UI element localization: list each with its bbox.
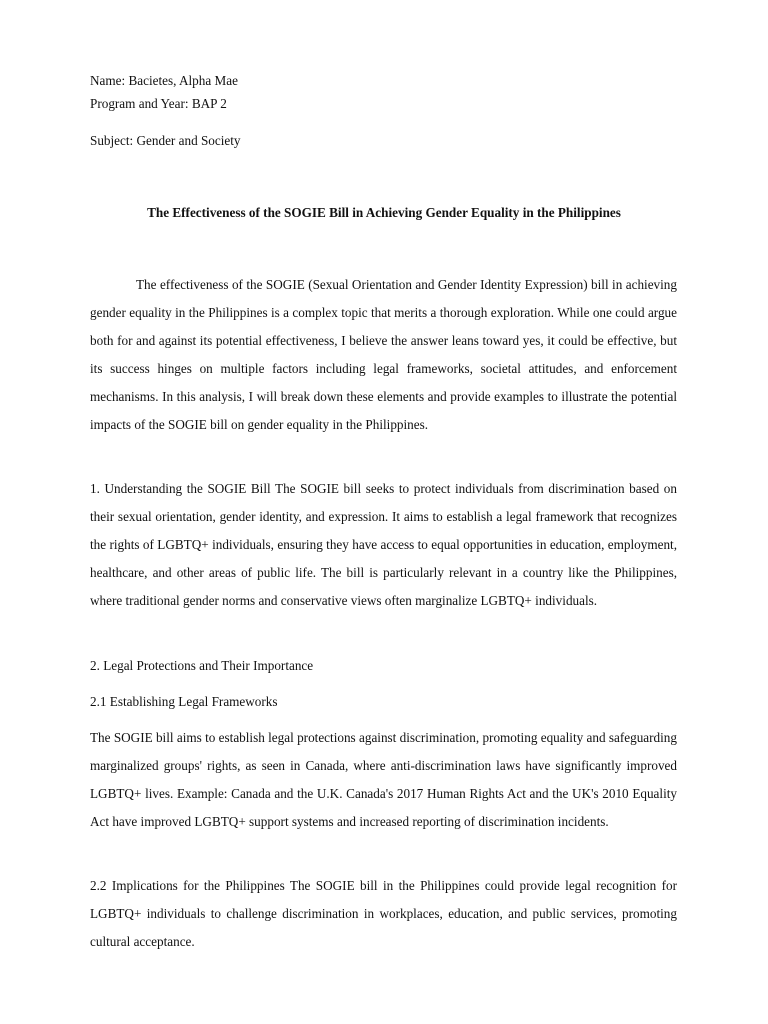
subject: Subject: Gender and Society <box>90 133 241 148</box>
section-2-1-paragraph: The SOGIE bill aims to establish legal protections against discrimination, promoting equality and safeguarding marginalized groups' rights, as seen in Canada, where anti-discrimination laws have significantly improved LGBTQ+ lives. Example: Canada and the U.K. Canada's 2017 Human Rights Act and the UK's 2010 Equality Act have improved LGBTQ+ support systems and increased reporting of discrimination incidents. <box>90 730 677 829</box>
student-name: Name: Bacietes, Alpha Mae <box>90 73 238 88</box>
program-year: Program and Year: BAP 2 <box>90 96 227 111</box>
document-title: The Effectiveness of the SOGIE Bill in Achieving Gender Equality in the Philippines <box>147 205 621 220</box>
section-2-1-heading: 2.1 Establishing Legal Frameworks <box>90 694 278 709</box>
section-2-heading: 2. Legal Protections and Their Importance <box>90 658 314 673</box>
section-1-paragraph: 1. Understanding the SOGIE Bill The SOGIE bill seeks to protect individuals from discrimination based on their sexual orientation, gender identity, and expression. It aims to establish a legal framework that recognizes the rights of LGBTQ+ individuals, ensuring they have access to equal opportunities in education, employment, healthcare, and other areas of public life. The bill is particularly relevant in a country like the Philippines, where traditional gender norms and conservative views often marginalize LGBTQ+ individuals. <box>90 481 677 608</box>
section-2-2-paragraph: 2.2 Implications for the Philippines The SOGIE bill in the Philippines could provide legal recognition for LGBTQ+ individuals to challenge discrimination in workplaces, education, and public services, promoting cultural acceptance. <box>90 878 677 949</box>
intro-paragraph: The effectiveness of the SOGIE (Sexual Orientation and Gender Identity Expression) bill in achieving gender equality in the Philippines is a complex topic that merits a thorough exploration. While one could argue both for and against its potential effectiveness, I believe the answer leans toward yes, it could be effective, but its success hinges on multiple factors including legal frameworks, societal attitudes, and enforcement mechanisms. In this analysis, I will break down these elements and provide examples to illustrate the potential impacts of the SOGIE bill on gender equality in the Philippines. <box>90 277 677 432</box>
